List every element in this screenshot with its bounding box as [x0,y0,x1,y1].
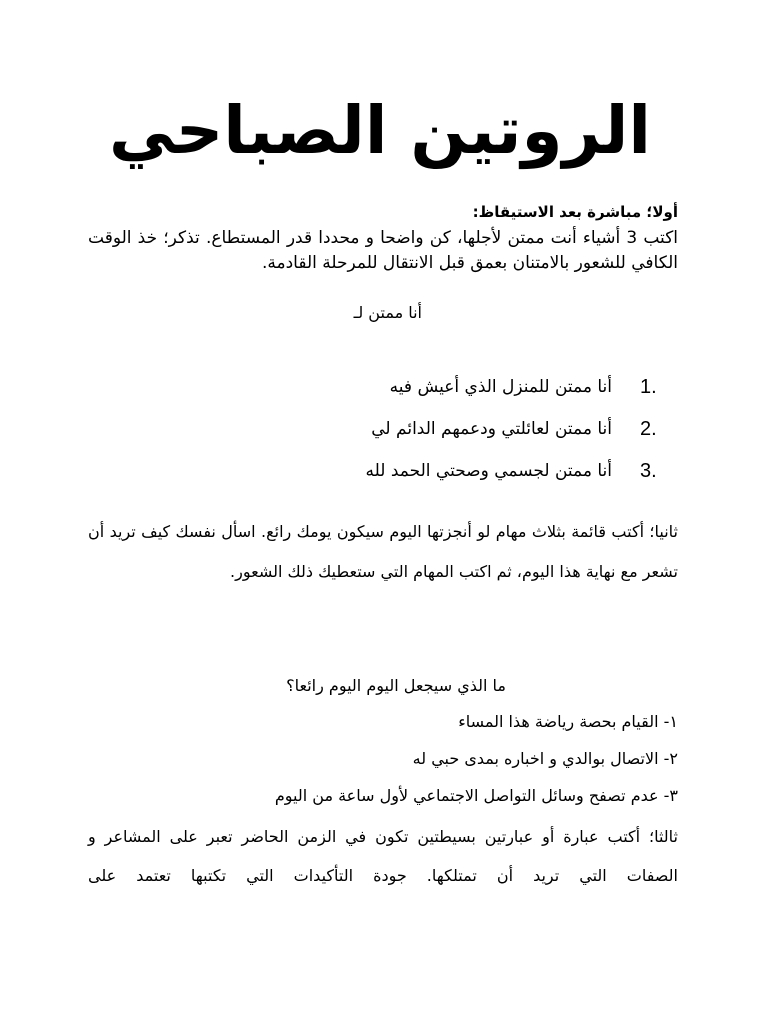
list-item-number: 2. [640,418,657,440]
tasks-question: ما الذي سيجعل اليوم اليوم رائعا؟ [286,676,506,695]
tasks-list [78,703,678,814]
affirmations-instructions: ثالثا؛ أكتب عبارة أو عبارتين بسيطتين تكون في الزمن الحاضر تعبر على المشاعر و الصفات التي تريد أن تمتلكها. جودة التأكيدات التي تكتبها تعتمد على [88,827,678,885]
page-title: الروتين الصباحي [108,92,652,169]
list-item [110,408,670,450]
list-item-number: 3. [640,460,657,482]
list-item: ٣- عدم تصفح وسائل التواصل الاجتماعي لأول ساعة من اليوم [274,786,678,805]
section-heading-first: أولا؛ مباشرة بعد الاستيقاظ: [472,203,678,221]
list-item-text: أنا ممتن لجسمي وصحتي الحمد لله [365,461,612,481]
tasks-instructions: ثانيا؛ أكتب قائمة بثلاث مهام لو أنجزتها اليوم سيكون يومك رائع. اسأل نفسك كيف تريد أن تشعر مع نهاية هذا اليوم، ثم اكتب المهام التي ستعطيك ذلك الشعور. [88,522,678,581]
list-item-text: أنا ممتن لعائلتي ودعمهم الدائم لي [371,419,612,439]
list-item-number: 1. [640,376,657,398]
gratitude-list [110,366,670,492]
gratitude-instructions: اكتب 3 أشياء أنت ممتن لأجلها، كن واضحا و محددا قدر المستطاع. تذكر؛ خذ الوقت الكافي للشعور بالامتنان بعمق قبل الانتقال للمرحلة القادمة. [88,228,679,273]
grateful-prefix: أنا ممتن لـ [353,303,422,322]
list-item: ٢- الاتصال بوالدي و اخباره بمدى حبي له [412,749,678,768]
list-item: ١- القيام بحصة رياضة هذا المساء [458,712,678,731]
list-item [110,450,670,492]
list-item [110,366,670,408]
list-item-text: أنا ممتن للمنزل الذي أعيش فيه [389,377,612,397]
